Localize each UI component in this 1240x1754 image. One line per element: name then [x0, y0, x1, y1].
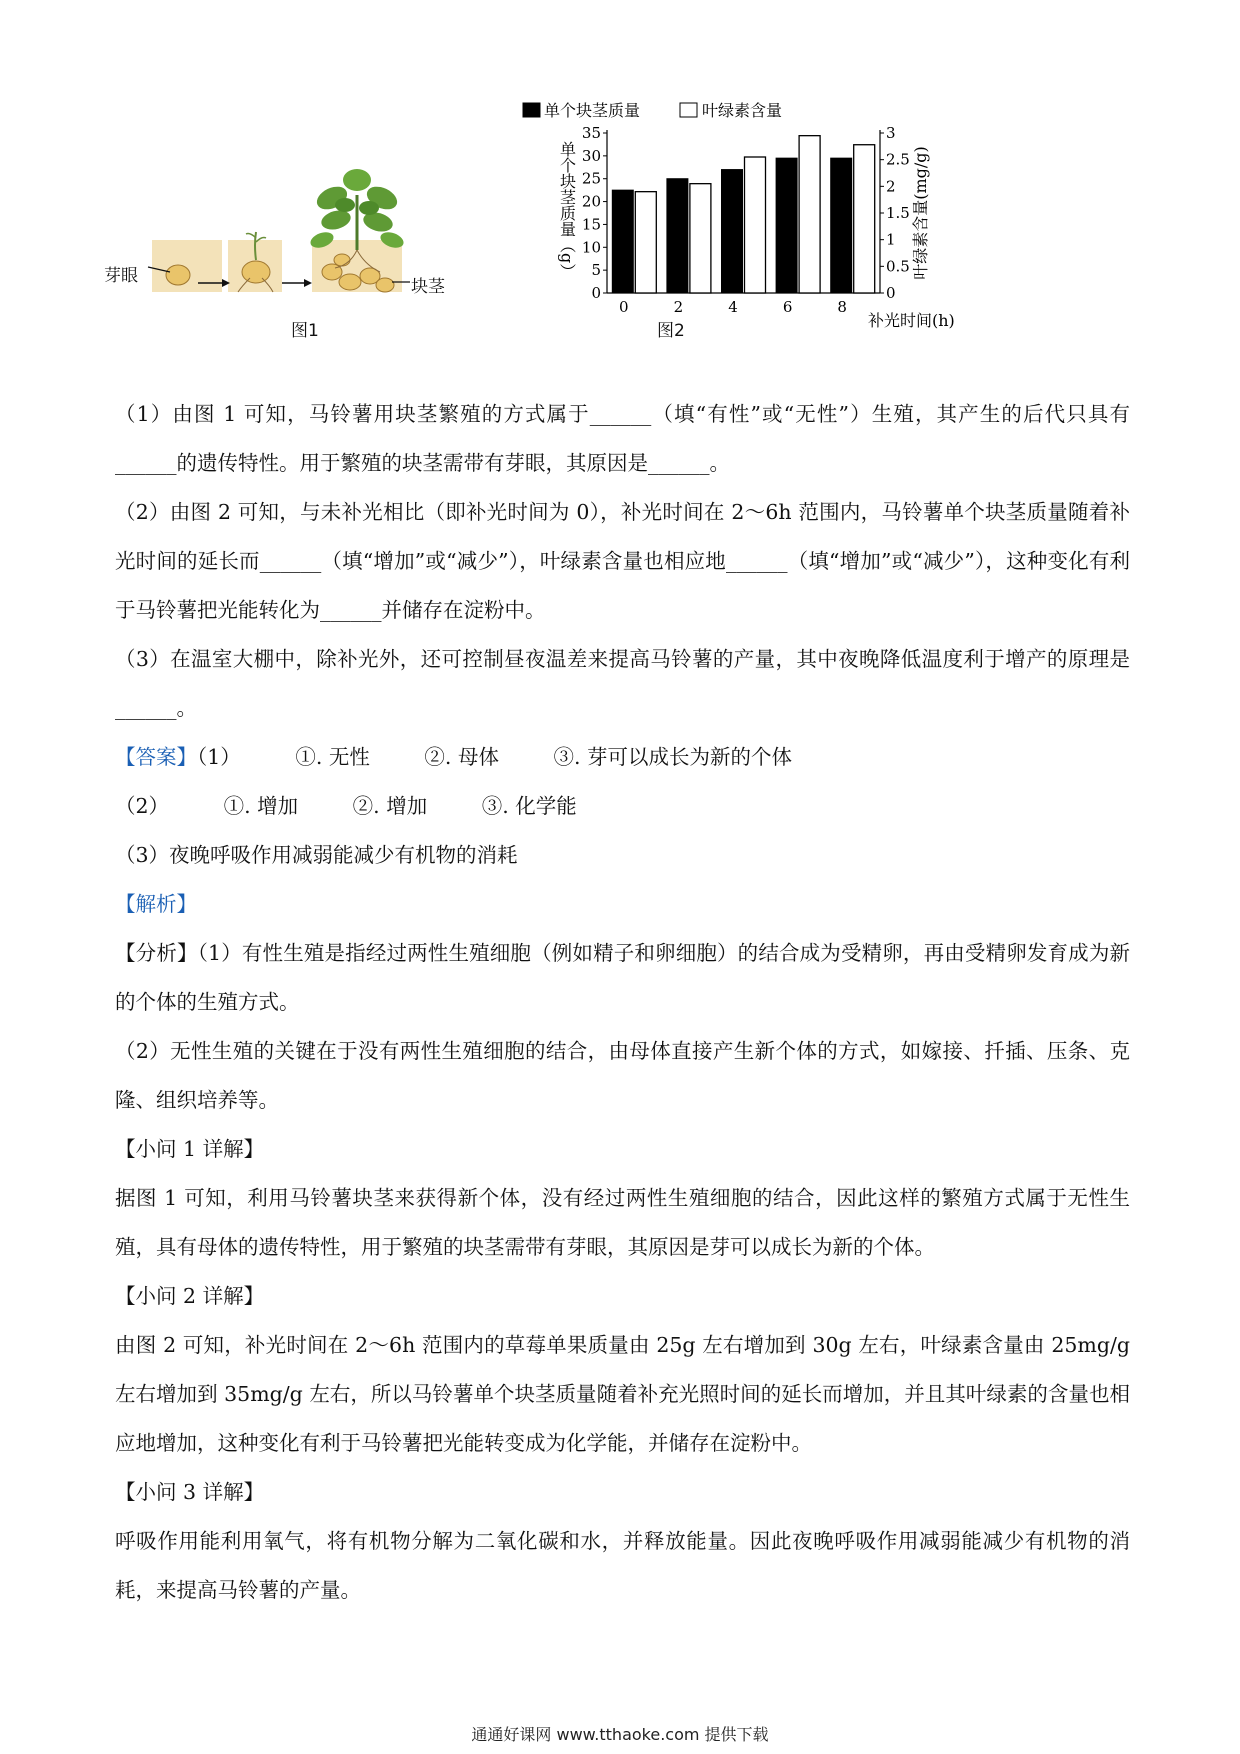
answer-tag: 【答案】 — [115, 745, 197, 769]
legend-label-mass: 单个块茎质量 — [544, 101, 641, 120]
x-tick-label: 6 — [782, 298, 793, 316]
bar-chlorophyll — [799, 136, 820, 293]
y-tick-label-left: 35 — [581, 124, 601, 142]
tuber-label: 块茎 — [411, 277, 445, 297]
y-tick-label-left: 15 — [581, 215, 601, 234]
tuber-icon — [166, 265, 190, 285]
answer-1-number: （1） — [197, 745, 241, 769]
answer-line-3: （3）夜晚呼吸作用减弱能减少有机物的消耗 — [115, 843, 518, 867]
y-tick-label-left: 30 — [581, 146, 601, 165]
question-2: （2）由图 2 可知，与未补光相比（即补光时间为 0），补光时间在 2～6h 范围内，马铃薯单个块茎质量随着补光时间的延长而______（填“增加”或“减少”），叶绿素含量也相应地______（填“增加”或“减少”），这种变化有利于马铃薯把光能转化为______并储存在淀粉中。 — [115, 500, 1130, 622]
y-tick-label-left: 25 — [581, 169, 601, 188]
question-1: （1）由图 1 可知，马铃薯用块茎繁殖的方式属于______（填“有性”或“无性”）生殖，其产生的后代只具有______的遗传特性。用于繁殖的块茎需带有芽眼，其原因是______。 — [115, 402, 1130, 475]
answer-2-b: ②. 增加 — [352, 794, 428, 818]
answer-2-c: ③. 化学能 — [481, 794, 577, 818]
x-axis-label: 补光时间(h) — [868, 311, 955, 330]
bar-chart — [490, 100, 1090, 380]
y-tick-label-left: 0 — [591, 284, 601, 302]
sub-question-2-detail: 由图 2 可知，补光时间在 2～6h 范围内的草莓单果质量由 25g 左右增加到 30g 左右，叶绿素含量由 25mg/g 左右增加到 35mg/g 左右，所以马铃薯单个块茎质量随着补充光照时间的延长而增加，并且其叶绿素的含量也相应地增加，这种变化有利于马铃薯把光能转变成为化学能，并储存在淀粉中。 — [115, 1333, 1130, 1455]
y-tick-label-left: 5 — [591, 261, 601, 280]
x-tick-label: 0 — [619, 298, 629, 316]
legend-swatch-chlorophyll — [680, 103, 697, 117]
bar-chlorophyll — [690, 184, 711, 293]
sprouting-tuber-icon — [242, 261, 270, 283]
bar-tuber-mass — [612, 190, 633, 293]
bar-chlorophyll — [635, 192, 656, 293]
bud-label: 芽眼 — [104, 266, 138, 286]
answer-line-2 — [115, 782, 1130, 831]
sub-question-2-title: 【小问 2 详解】 — [115, 1284, 265, 1308]
legend-label-chlorophyll: 叶绿素含量 — [702, 101, 783, 120]
y-axis-label-right: 叶绿素含量(mg/g) — [911, 146, 930, 280]
x-tick-label: 2 — [673, 298, 684, 316]
sub-question-1-detail: 据图 1 可知，利用马铃薯块茎来获得新个体，没有经过两性生殖细胞的结合，因此这样的繁殖方式属于无性生殖，具有母体的遗传特性，用于繁殖的块茎需带有芽眼，其原因是芽可以成长为新的个体。 — [115, 1186, 1130, 1259]
y-axis-label-left: 单个块茎质量（g） — [557, 141, 577, 280]
sub-question-1-title: 【小问 1 详解】 — [115, 1137, 265, 1161]
x-tick-label: 4 — [728, 298, 738, 316]
y-tick-label-right: 0.5 — [886, 257, 910, 276]
sub-question-3-detail: 呼吸作用能利用氧气，将有机物分解为二氧化碳和水，并释放能量。因此夜晚呼吸作用减弱能减少有机物的消耗，来提高马铃薯的产量。 — [115, 1529, 1130, 1602]
y-tick-label-right: 2 — [886, 177, 896, 196]
y-tick-label-right: 0 — [886, 284, 896, 302]
bar-chlorophyll — [854, 145, 875, 293]
y-tick-label-right: 1.5 — [886, 204, 910, 222]
y-tick-label-left: 20 — [581, 192, 601, 211]
soil-block-1 — [152, 240, 222, 292]
answer-2-a: ①. 增加 — [223, 794, 299, 818]
figure-area — [104, 100, 1110, 380]
answer-2-number: （2） — [115, 794, 170, 818]
bar-tuber-mass — [831, 158, 852, 293]
answer-1-b: ②. 母体 — [424, 745, 499, 769]
y-tick-label-left: 10 — [581, 238, 601, 257]
analysis-2: （2）无性生殖的关键在于没有两性生殖细胞的结合，由母体直接产生新个体的方式，如嫁接、扦插、压条、克隆、组织培养等。 — [115, 1039, 1130, 1112]
x-tick-label: 8 — [837, 298, 847, 316]
document-body — [115, 390, 1130, 1615]
bar-tuber-mass — [776, 158, 797, 293]
figure2-caption: 图2 — [657, 321, 685, 341]
analysis-1: 【分析】（1）有性生殖是指经过两性生殖细胞（例如精子和卵细胞）的结合成为受精卵，再由受精卵发育成为新的个体的生殖方式。 — [115, 941, 1130, 1014]
figure1-caption: 图1 — [291, 321, 319, 341]
page-footer: 通通好课网 www.tthaoke.com 提供下载 — [471, 1725, 769, 1744]
bar-tuber-mass — [667, 179, 688, 293]
legend-swatch-mass — [523, 103, 540, 117]
y-tick-label-right: 3 — [886, 124, 896, 142]
analysis-tag: 【解析】 — [115, 892, 197, 916]
answer-1-c: ③. 芽可以成长为新的个体 — [553, 745, 793, 769]
answer-1-a: ①. 无性 — [295, 745, 370, 769]
sub-question-3-title: 【小问 3 详解】 — [115, 1480, 265, 1504]
answer-line-1 — [115, 733, 1130, 782]
bar-tuber-mass — [722, 170, 743, 293]
y-tick-label-right: 2.5 — [886, 150, 910, 169]
arrow-icon — [304, 279, 312, 287]
y-tick-label-right: 1 — [886, 230, 896, 249]
bar-chlorophyll — [745, 157, 766, 293]
question-3: （3）在温室大棚中，除补光外，还可控制昼夜温差来提高马铃薯的产量，其中夜晚降低温度利于增产的原理是______。 — [115, 647, 1130, 720]
